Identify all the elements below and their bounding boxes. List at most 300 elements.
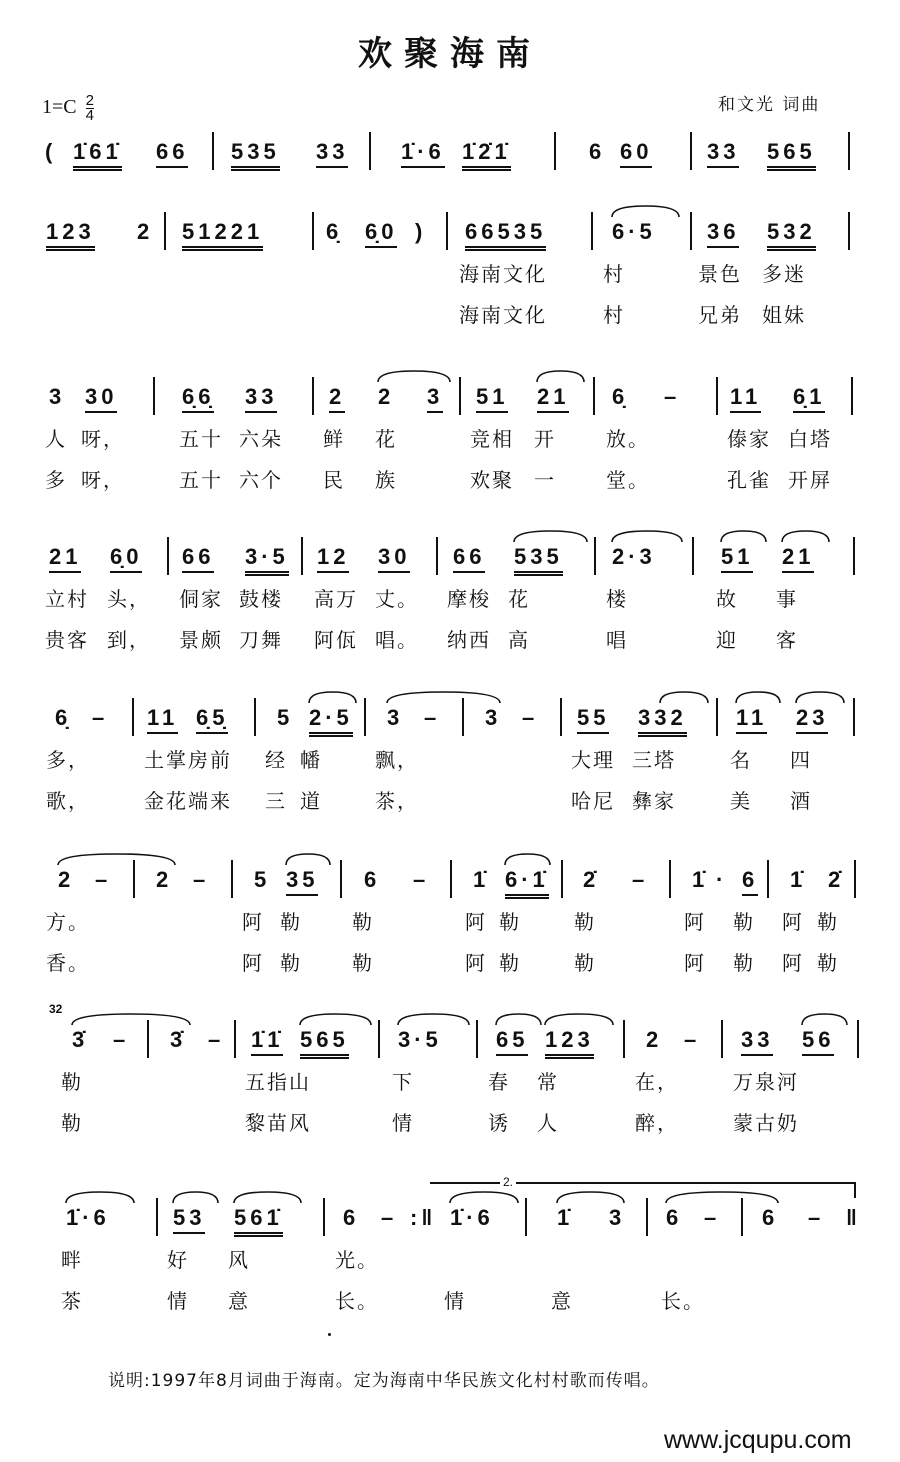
lyric-verse-2: 高 [508,628,530,652]
lyric-verse-1: 六朵 [239,427,283,451]
lyric-verse-2: 客 [776,628,798,652]
slur [376,369,452,383]
lyric-verse-1: 春 [488,1070,510,1094]
lyric-verse-1: 楼 [606,587,628,611]
slur [503,852,552,866]
lyric-verse-2: 六个 [239,468,283,492]
note-group: 30 [378,543,410,573]
lyric-verse-2: 道 [300,789,322,813]
lyric-verse-1: 人 [45,427,67,451]
lyric-verse-2: 阿 [465,951,487,975]
lyric-verse-1: 海南文化 [459,262,547,286]
lyric-verse-2: 意 [228,1289,250,1313]
note-group: 565 [300,1026,349,1059]
lyric-verse-2: 族 [375,468,397,492]
lyric-verse-1: 五指山 [245,1070,311,1094]
note-group: 21 [49,543,81,573]
note-group: 6̣ [612,384,629,409]
lyric-verse-1: 大理 [571,748,615,772]
note-group: 1̇ [692,867,709,892]
note-group: 535 [231,138,280,171]
lyric-verse-1: 四 [790,748,812,772]
note-group: 1̇·6 [66,1205,110,1230]
lyric-verse-1: 事 [776,587,798,611]
lyric-verse-2: 茶， [375,789,419,813]
lyric-verse-1: 放。 [606,427,650,451]
score-system [0,218,900,338]
lyric-verse-1: 下 [392,1070,414,1094]
barline [312,212,314,250]
note-group: 6 [762,1205,779,1230]
note-group: 3 [49,384,66,409]
note-group: 66 [453,543,485,573]
watermark: www.jcqupu.com [664,1426,852,1454]
lyric-verse-2: 姐妹 [762,303,806,327]
lyric-verse-1: 勒 [574,910,596,934]
lyric-verse-1: 万泉河 [733,1070,799,1094]
lyric-verse-1: 景色 [698,262,742,286]
note-group: 6̣6̣ [182,383,214,413]
note-group: · [716,867,728,892]
lyric-verse-1: 阿 [465,910,487,934]
lyric-verse-2: 开屏 [788,468,832,492]
lyric-verse-2: 唱。 [375,628,419,652]
barline [593,377,595,415]
note-group: 6̣ [326,219,343,244]
note-group: 1̇61̇ [73,138,122,171]
note-group: 56 [802,1026,834,1056]
lyric-verse-2: 勒 [817,951,839,975]
note-group: – [92,705,109,730]
lyric-verse-2: 兄弟 [698,303,742,327]
slur [298,1012,373,1026]
barline [854,860,856,898]
note-group: 3 [609,1205,626,1230]
volta-bracket [430,1175,856,1198]
lyric-verse-1: 白塔 [788,427,832,451]
lyric-verse-1: 五十 [179,427,223,451]
lyric-verse-2: 村 [603,303,625,327]
note-group: 6̣0 [365,218,397,248]
lyric-verse-2: 多 [45,468,67,492]
barline [857,1020,859,1058]
lyric-verse-1: 侗家 [179,587,223,611]
slur [232,1190,303,1204]
barline [340,860,342,898]
lyric-verse-2: 长。 [335,1289,379,1313]
note-group: 2̇ [828,867,845,892]
lyric-verse-2: 歌， [46,789,90,813]
note-group: 2 [137,219,154,244]
lyric-verse-1: 摩梭 [447,587,491,611]
barline [436,537,438,575]
footer-note: 说明:1997年8月词曲于海南。定为海南中华民族文化村村歌而传唱。 [108,1371,660,1391]
meter-top: 2 [85,92,94,109]
time-signature [86,94,94,123]
note-group: 60 [620,138,652,168]
slur [658,690,710,704]
slur [794,690,846,704]
lyric-verse-2: 醉， [635,1111,679,1135]
lyric-verse-1: 呀， [81,427,125,451]
slur [171,1190,220,1204]
lyric-verse-1: 勒 [352,910,374,934]
note-group: 1̇ [557,1205,574,1230]
note-group: 6̣1 [793,383,825,413]
lyric-verse-2: 刀舞 [239,628,283,652]
note-group: 3 [485,705,502,730]
note-group: 51 [721,543,753,573]
meter-bottom: 4 [85,107,94,124]
note-group: 66 [156,138,188,168]
note-group: 332 [638,704,687,737]
barline [132,698,134,736]
barline [767,860,769,898]
note-group: 6 [343,1205,360,1230]
note-group: 6̣0 [110,543,142,573]
barline [692,537,694,575]
lyric-verse-1: 花 [508,587,530,611]
lyric-verse-2: 欢聚 [470,468,514,492]
note-group: 2 [156,867,173,892]
lyric-verse-1: 花 [375,427,397,451]
lyric-verse-1: 常 [537,1070,559,1094]
barline [716,377,718,415]
lyric-verse-2: 蒙古奶 [733,1111,799,1135]
slur [800,1012,849,1026]
lyric-verse-2: 海南文化 [459,303,547,327]
slur [512,529,589,543]
barline [848,212,850,250]
slur [70,1012,192,1026]
barline [156,1198,158,1236]
lyric-verse-1: 三塔 [632,748,676,772]
note-group: 565 [767,138,816,171]
lyric-verse-2: 勒 [733,951,755,975]
note-group: 66535 [465,218,546,251]
lyric-verse-1: 高万 [314,587,358,611]
lyric-verse-1: 光。 [335,1248,379,1272]
note-group: – [684,1027,701,1052]
lyric-verse-2: 情 [167,1289,189,1313]
note-group: 33 [707,138,739,168]
barline [853,537,855,575]
lyric-verse-1: 竞相 [470,427,514,451]
lyric-verse-1: 幡 [300,748,322,772]
slur [284,852,332,866]
lyric-verse-1: 立村 [45,587,89,611]
barline [234,1020,236,1058]
barline [848,132,850,170]
lyric-verse-1: 风 [228,1248,250,1272]
note-group: 5 [277,705,294,730]
note-group: – [95,867,112,892]
note-group: – [113,1027,130,1052]
lyric-verse-2: 阿 [242,951,264,975]
note-group: 123 [46,218,95,251]
note-group: 6̣5̣ [196,704,228,734]
slur [780,529,831,543]
score-system [0,704,900,824]
note-group: 33 [245,383,277,413]
lyric-verse-1: 傣家 [727,427,771,451]
score-system [0,1002,900,1146]
note-group: 3 [387,705,404,730]
lyric-verse-2: 阿 [684,951,706,975]
lyric-verse-2: 人 [537,1111,559,1135]
note-group: 2 [58,867,75,892]
note-group: 65 [496,1026,528,1056]
lyric-verse-1: 多迷 [762,262,806,286]
slur [307,690,358,704]
lyric-verse-2: 彝家 [632,789,676,813]
lyric-verse-1: 名 [730,748,752,772]
slur [543,1012,615,1026]
lyric-verse-2: 景颇 [179,628,223,652]
lyric-verse-2: 勒 [352,951,374,975]
note-group: – [808,1205,825,1230]
lyric-verse-2: 勒 [61,1111,83,1135]
lyric-verse-1: 经 [265,748,287,772]
barline [690,132,692,170]
slur [610,204,681,218]
lyric-verse-2: 五十 [179,468,223,492]
lyric-verse-1: 勒 [499,910,521,934]
barline [364,698,366,736]
note-group: 30 [85,383,117,413]
note-group: 66 [182,543,214,573]
score-system [0,543,900,663]
barline [323,1198,325,1236]
lyric-verse-2: 美 [730,789,752,813]
stray-dot [328,1333,331,1336]
lyric-verse-2: 三 [265,789,287,813]
lyric-verse-2: 哈尼 [571,789,615,813]
note-group: 5 [254,867,271,892]
note-group: ) [415,219,427,244]
note-group: 23 [796,704,828,734]
lyric-verse-1: 勒 [733,910,755,934]
barline [646,1198,648,1236]
barline [459,377,461,415]
barline [721,1020,723,1058]
lyric-verse-1: 土掌房前 [144,748,232,772]
note-group: – [664,384,681,409]
slur [385,690,502,704]
lyric-verse-2: 贵客 [45,628,89,652]
note-group: 2̇ [583,867,600,892]
lyric-verse-2: 情 [444,1289,466,1313]
lyric-verse-1: 阿 [684,910,706,934]
barline [561,860,563,898]
barline [369,132,371,170]
barline [716,698,718,736]
note-group: – [193,867,210,892]
barline [853,698,855,736]
note-group: 2·5 [309,704,353,737]
lyric-verse-2: 到， [107,628,151,652]
barline [212,132,214,170]
lyric-verse-2: 勒 [574,951,596,975]
note-group: 2 [646,1027,663,1052]
note-group: – [413,867,430,892]
note-group: 1̇·6 [401,138,445,168]
slur [535,369,586,383]
note-group: :‖ [410,1205,437,1230]
note-group: 6 [742,866,758,896]
note-group: – [704,1205,721,1230]
note-group: 33 [316,138,348,168]
note-group: 1̇1̇ [251,1026,283,1056]
volta-label: 2. [500,1175,516,1189]
barline [153,377,155,415]
barline [623,1020,625,1058]
barline [554,132,556,170]
note-group: 123 [545,1026,594,1059]
song-title: 欢聚海南 [358,34,542,74]
lyric-verse-1: 勒 [61,1070,83,1094]
barline [301,537,303,575]
note-group: ( [45,139,57,164]
note-group: 11 [730,383,761,413]
key-label: 1=C [42,96,77,119]
lyric-verse-1: 开 [534,427,556,451]
lyric-verse-1: 阿 [782,910,804,934]
barline [560,698,562,736]
lyric-verse-1: 鲜 [323,427,345,451]
lyric-verse-1: 勒 [280,910,302,934]
slur [610,529,684,543]
note-group: 35 [286,866,318,896]
barline [690,212,692,250]
lyric-verse-1: 村 [603,262,625,286]
note-group: 6 [589,139,606,164]
note-group: – [381,1205,398,1230]
note-group: 1̇ [790,867,807,892]
barline [446,212,448,250]
lyric-verse-1: 飘， [375,748,419,772]
score-system [0,383,900,503]
note-group: – [424,705,441,730]
note-group: 51 [476,383,508,413]
composer-credit: 和文光 词曲 [718,95,821,115]
note-group: 6 [666,1205,683,1230]
barline [312,377,314,415]
note-group: 51221 [182,218,263,251]
lyric-verse-1: 畔 [61,1248,83,1272]
lyric-verse-2: 一 [534,468,556,492]
note-group: – [522,705,539,730]
note-group: 55 [577,704,609,734]
lyric-verse-2: 呀， [81,468,125,492]
note-group: 33 [741,1026,773,1056]
lyric-verse-2: 酒 [790,789,812,813]
lyric-verse-1: 丈。 [375,587,419,611]
lyric-verse-2: 诱 [488,1111,510,1135]
lyric-verse-1: 多， [46,748,90,772]
note-group: 532 [767,218,816,251]
lyric-verse-1: 在， [635,1070,679,1094]
slur [734,690,782,704]
note-group: 53 [173,1204,205,1234]
lyric-verse-2: 阿 [782,951,804,975]
note-group: 3·5 [398,1027,442,1052]
note-group: – [632,867,649,892]
lyric-verse-2: 孔雀 [727,468,771,492]
lyric-verse-2: 黎苗风 [245,1111,311,1135]
score-system [0,1175,900,1324]
lyric-verse-2: 堂。 [606,468,650,492]
grace-notes: 32 [49,1002,63,1016]
lyric-verse-2: 意 [551,1289,573,1313]
lyric-verse-2: 勒 [499,951,521,975]
lyric-verse-1: 阿 [242,910,264,934]
note-group: 1̇ [473,867,490,892]
note-group: 3̇ [170,1027,187,1052]
lyric-verse-2: 阿佤 [314,628,358,652]
lyric-verse-2: 情 [392,1111,414,1135]
note-group: 2 [329,383,345,413]
barline [167,537,169,575]
barline [164,212,166,250]
barline [476,1020,478,1058]
slur [719,529,768,543]
lyric-verse-2: 香。 [46,951,90,975]
score-system [0,866,900,986]
note-group: 1̇·6 [450,1205,494,1230]
lyric-verse-1: 故 [716,587,738,611]
note-group: 3 [427,383,443,413]
lyric-verse-2: 唱 [606,628,628,652]
barline [378,1020,380,1058]
lyric-verse-2: 长。 [661,1289,705,1313]
note-group: 2·3 [612,544,656,569]
note-group: 2 [378,384,395,409]
lyric-verse-2: 纳西 [447,628,491,652]
note-group: 6·1̇ [505,866,549,899]
lyric-verse-1: 方。 [46,910,90,934]
note-group: 561̇ [234,1204,283,1237]
lyric-verse-2: 民 [323,468,345,492]
note-group: 3̇ [72,1027,89,1052]
key-signature [42,94,94,123]
lyric-verse-2: 茶 [61,1289,83,1313]
slur [64,1190,136,1204]
note-group: 6·5 [612,219,656,244]
note-group: 3·5 [245,543,289,576]
barline [254,698,256,736]
barline [450,860,452,898]
lyric-verse-2: 迎 [716,628,738,652]
note-group: – [208,1027,225,1052]
lyric-verse-2: 金花端来 [144,789,232,813]
slur [396,1012,471,1026]
lyric-verse-1: 好 [167,1248,189,1272]
barline [525,1198,527,1236]
note-group: 11 [147,704,178,734]
lyric-verse-1: 头， [107,587,151,611]
barline [594,537,596,575]
note-group: 36 [707,218,739,248]
slur [56,852,177,866]
note-group: 12 [317,543,349,573]
note-group: 11 [736,704,767,734]
note-group: 6̣ [55,705,72,730]
barline [231,860,233,898]
barline [669,860,671,898]
note-group: 1̇2̇1̇ [462,138,511,171]
note-group: 6 [364,867,381,892]
